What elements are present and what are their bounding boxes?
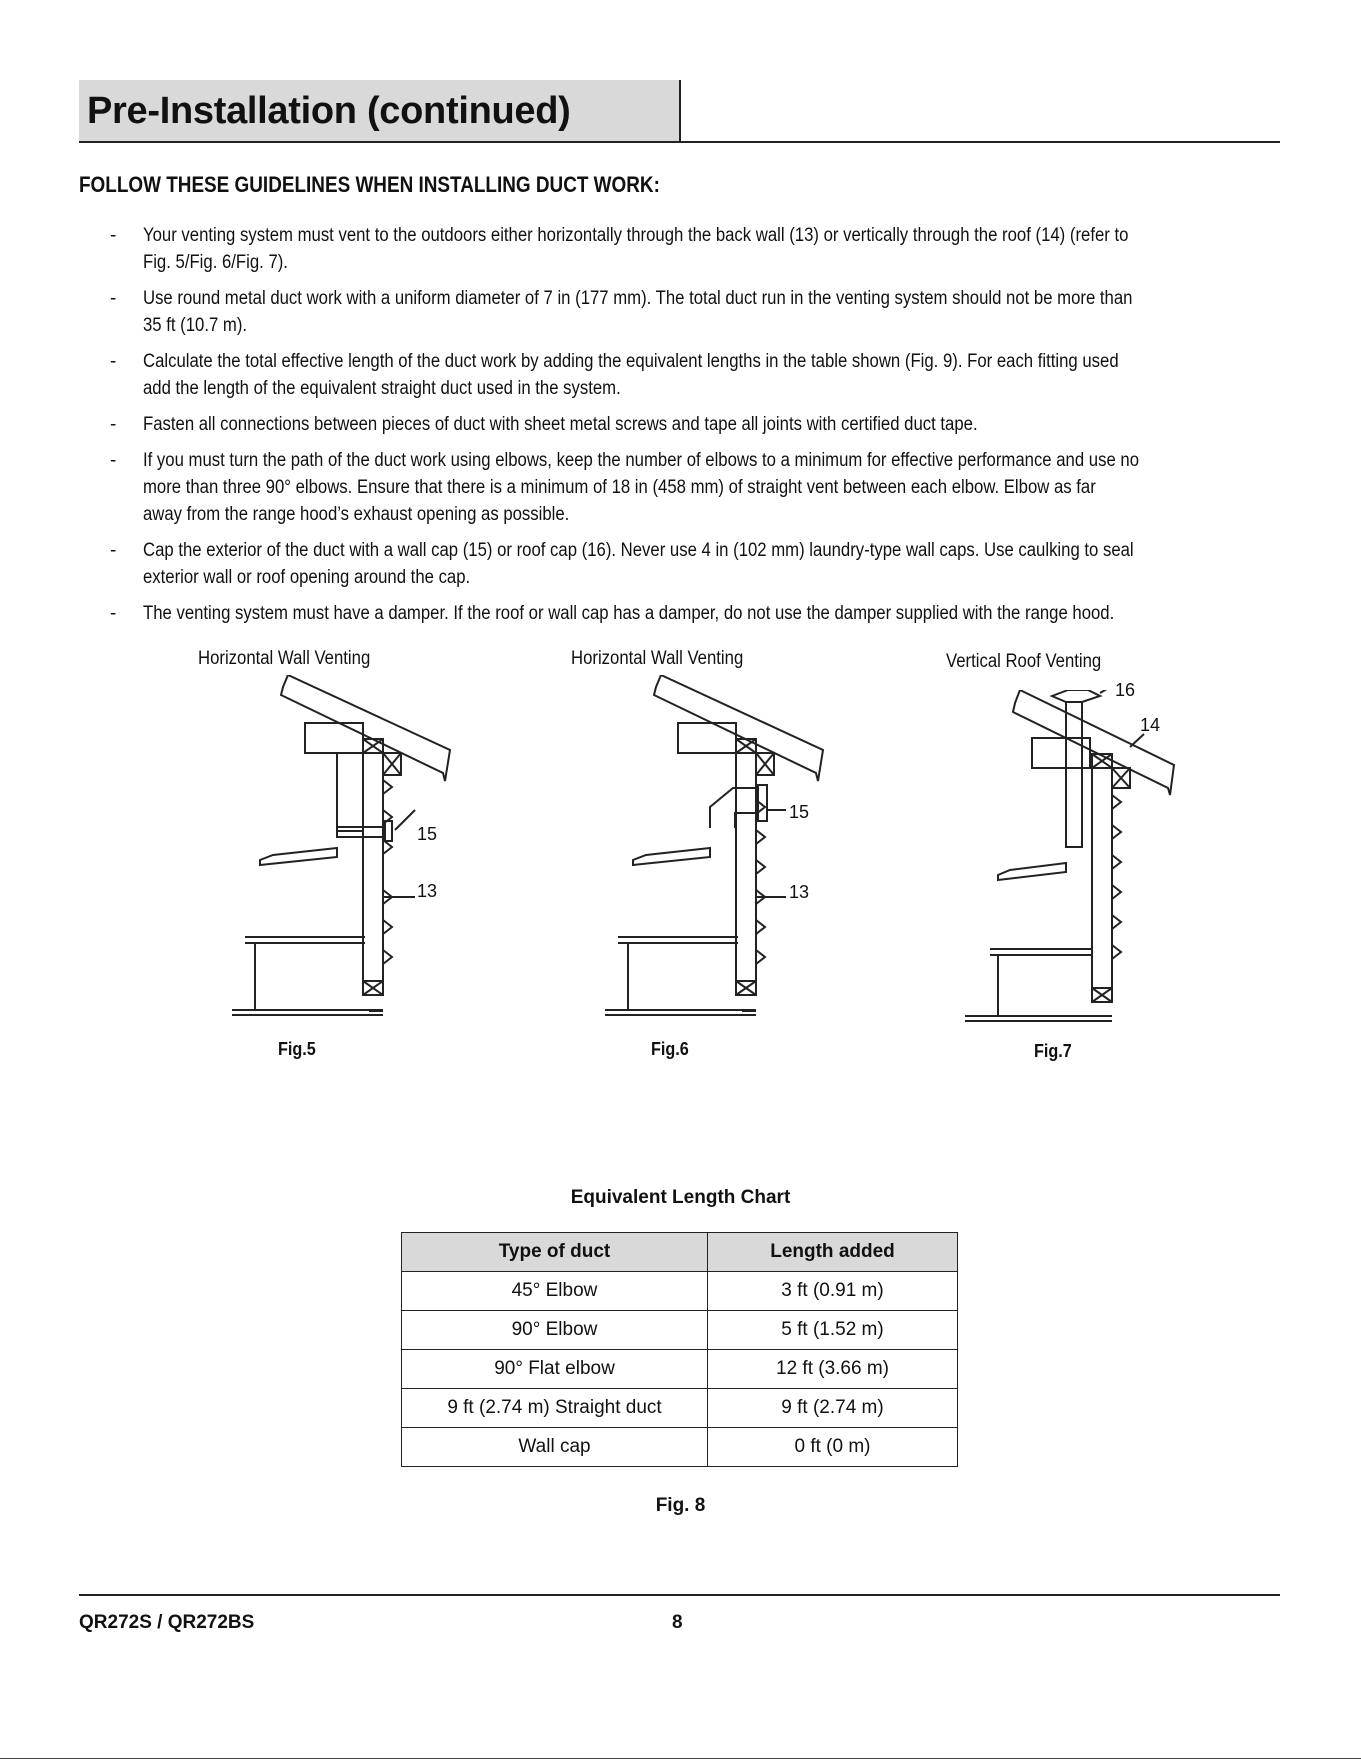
page-title: Pre-Installation (continued) — [87, 90, 571, 132]
table-cell: 3 ft (0.91 m) — [708, 1272, 958, 1311]
list-item-text: Cap the exterior of the duct with a wall cap (15) or roof cap (16). Never use 4 in (102 mm) laundry-type wall caps. Use caulking to seal exterior wall or roof opening around the cap. — [143, 540, 1134, 588]
bullet-dash: - — [110, 603, 117, 624]
equivalent-length-table — [401, 1232, 958, 1467]
footer-rule — [79, 1594, 1280, 1596]
fig7-callout-16: 16 — [1115, 680, 1136, 700]
table-row — [402, 1389, 958, 1428]
table-cell: 12 ft (3.66 m) — [708, 1350, 958, 1389]
bullet-dash: - — [110, 450, 117, 471]
fig5-caption: Horizontal Wall Venting — [198, 648, 371, 669]
list-item-text: Calculate the total effective length of the duct work by adding the equivalent lengths in the table shown (Fig. 9). For each fitting used add the length of the equivalent straight duct used in the system. — [143, 351, 1119, 399]
list-item — [110, 222, 1280, 276]
column-header-length: Length added — [708, 1233, 958, 1272]
guidelines-list — [110, 222, 1280, 636]
table-row — [402, 1311, 958, 1350]
fig5-horizontal-wall-venting-diagram — [225, 675, 465, 1025]
table-cell: 45° Elbow — [402, 1272, 708, 1311]
table-row — [402, 1350, 958, 1389]
footer-model-number: QR272S / QR272BS — [79, 1612, 255, 1633]
table-cell: 9 ft (2.74 m) Straight duct — [402, 1389, 708, 1428]
list-item — [110, 285, 1280, 339]
fig6-callout-15: 15 — [789, 802, 810, 822]
table-header-row — [402, 1233, 958, 1272]
fig6-callout-13: 13 — [789, 882, 810, 902]
list-item-text: Use round metal duct work with a uniform diameter of 7 in (177 mm). The total duct run in the venting system should not be more than 35 ft (10.7 m). — [143, 288, 1133, 336]
list-item — [110, 537, 1280, 591]
fig5-callout-15: 15 — [417, 824, 438, 844]
bullet-dash: - — [110, 288, 117, 309]
fig6-caption: Horizontal Wall Venting — [571, 648, 744, 669]
fig5-callout-13: 13 — [417, 881, 438, 901]
fig6-label: Fig.6 — [651, 1039, 689, 1059]
fig7-vertical-roof-venting-diagram — [960, 690, 1190, 1030]
list-item — [110, 447, 1280, 528]
column-header-type: Type of duct — [402, 1233, 708, 1272]
bullet-dash: - — [110, 225, 117, 246]
list-item-text: Your venting system must vent to the outdoors either horizontally through the back wall (13) or vertically through the roof (14) (refer to Fig. 5/Fig. 6/Fig. 7). — [143, 225, 1129, 273]
list-item-text: The venting system must have a damper. If the roof or wall cap has a damper, do not use the damper supplied with the range hood. — [143, 603, 1115, 624]
table-title: Equivalent Length Chart — [570, 1187, 791, 1208]
table-cell: 5 ft (1.52 m) — [708, 1311, 958, 1350]
table-row — [402, 1428, 958, 1467]
table-cell: 9 ft (2.74 m) — [708, 1389, 958, 1428]
fig7-caption: Vertical Roof Venting — [946, 651, 1102, 672]
fig5-label: Fig.5 — [278, 1039, 316, 1059]
list-item-text: If you must turn the path of the duct work using elbows, keep the number of elbows to a minimum for effective performance and use no more than three 90° elbows. Ensure that there is a minimum of 18 in (458 mm) of straight vent between each elbow. Elbow as far away from the range hood’s exhaust opening as possible. — [143, 450, 1139, 525]
bullet-dash: - — [110, 414, 117, 435]
list-item-text: Fasten all connections between pieces of duct with sheet metal screws and tape all joints with certified duct tape. — [143, 414, 978, 435]
fig7-label: Fig.7 — [1034, 1041, 1072, 1061]
list-item — [110, 600, 1280, 627]
table-cell: 90° Flat elbow — [402, 1350, 708, 1389]
list-item — [110, 348, 1280, 402]
header-rule — [79, 141, 1280, 143]
table-cell: Wall cap — [402, 1428, 708, 1467]
page-number: 8 — [672, 1612, 683, 1633]
bullet-dash: - — [110, 351, 117, 372]
bottom-edge-rule — [0, 1758, 1361, 1759]
bullet-dash: - — [110, 540, 117, 561]
header-divider — [679, 80, 681, 143]
table-cell: 90° Elbow — [402, 1311, 708, 1350]
fig8-label: Fig. 8 — [655, 1495, 706, 1516]
fig7-callout-14: 14 — [1140, 715, 1161, 735]
section-heading: FOLLOW THESE GUIDELINES WHEN INSTALLING DUCT WORK: — [79, 172, 660, 197]
list-item — [110, 411, 1280, 438]
table-row — [402, 1272, 958, 1311]
table-cell: 0 ft (0 m) — [708, 1428, 958, 1467]
fig6-horizontal-wall-venting-diagram — [598, 675, 838, 1025]
